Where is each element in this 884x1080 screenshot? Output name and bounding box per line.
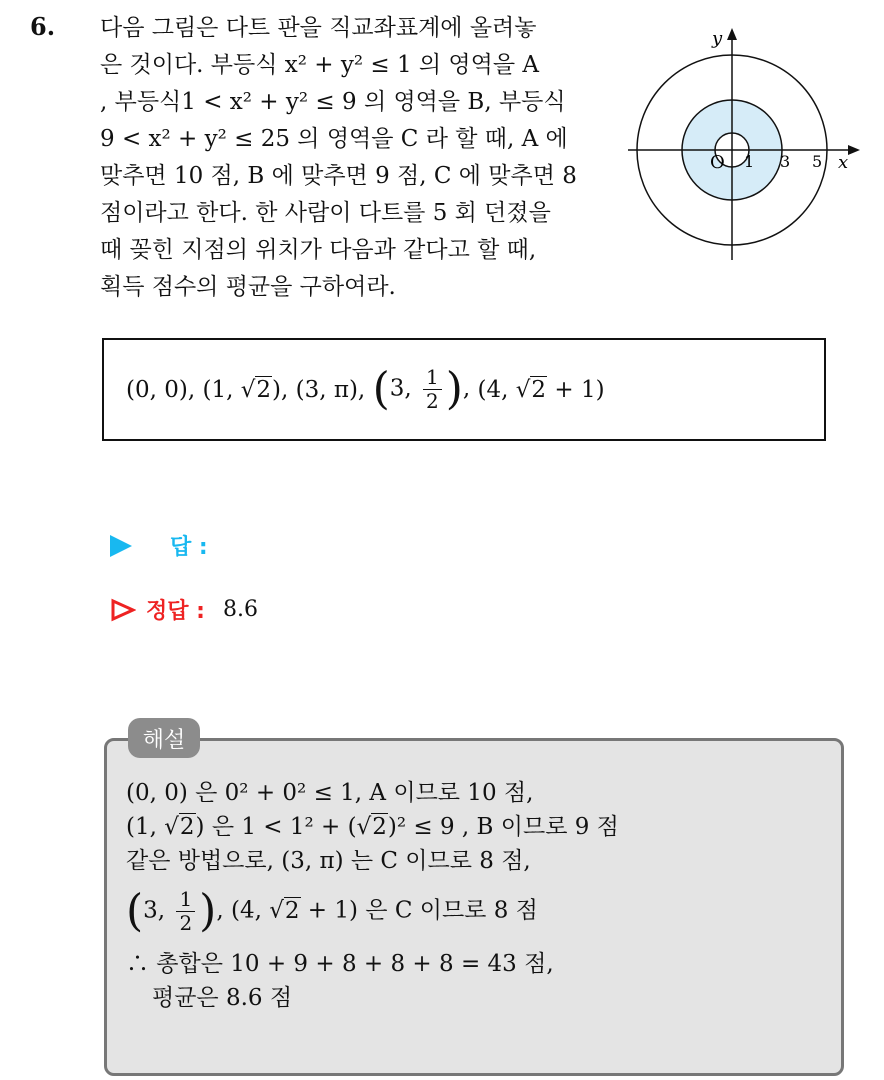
outline-triangle-icon — [110, 598, 136, 622]
sqrt-sign: √2 — [269, 897, 300, 924]
fraction — [423, 366, 442, 413]
point-1: (0, 0), — [126, 376, 196, 403]
correct-answer-label: 정답 : — [146, 599, 205, 624]
fraction-denominator: 2 — [426, 389, 439, 413]
point-5-close: + 1) — [547, 376, 605, 403]
points-box — [102, 338, 826, 441]
solution-text: )² ≤ 9 , B 이므로 9 점 — [387, 814, 619, 840]
solution-text: + 1) 은 C 이므로 8 점 — [300, 897, 538, 924]
question-line: 은 것이다. 부등식 x² + y² ≤ 1 의 영역을 A — [100, 52, 540, 78]
dartboard-figure — [620, 20, 870, 270]
tick-label-3: 3 — [780, 152, 791, 171]
point-5 — [478, 377, 605, 403]
solution-text: , (4, — [216, 897, 270, 924]
radicand: 2 — [284, 897, 300, 924]
point-4-start: 3, — [389, 375, 419, 402]
solution-line: 평균은 8.6 점 — [152, 985, 293, 1011]
point-2-close: ), — [272, 376, 289, 403]
solution-line — [126, 810, 826, 844]
radicand: 2 — [179, 814, 195, 840]
sqrt-sign: √2 — [515, 376, 547, 403]
question-number: 6. — [30, 12, 56, 41]
point-2-open: (1, — [202, 376, 241, 403]
radicand: 2 — [256, 376, 271, 403]
big-paren-left: ( — [372, 363, 390, 415]
origin-label: O — [710, 152, 725, 173]
fraction — [176, 888, 195, 935]
fraction-denominator: 2 — [179, 911, 193, 935]
solution-text: ) 은 1 < 1² + ( — [195, 814, 357, 840]
question-text — [100, 10, 610, 306]
correct-answer-value: 8.6 — [222, 597, 258, 622]
sqrt-sign: √2 — [356, 814, 387, 840]
solution-line — [126, 885, 826, 937]
fraction-numerator: 1 — [423, 366, 442, 390]
big-paren-right: ) — [199, 885, 217, 937]
solution-text: 3, — [143, 897, 173, 924]
y-axis-arrow — [727, 28, 737, 40]
question-line: 9 < x² + y² ≤ 25 의 영역을 C 라 할 때, A 에 — [100, 126, 568, 152]
solution-tab: 해설 — [128, 718, 200, 758]
x-axis-label: x — [838, 152, 849, 173]
answer-label: 답 : — [170, 535, 208, 560]
big-paren-left: ( — [126, 885, 144, 937]
tick-label-1: 1 — [744, 152, 755, 171]
correct-answer-row — [110, 594, 258, 625]
question-line: 맞추면 10 점, B 에 맞추면 9 점, C 에 맞추면 8 — [100, 163, 577, 189]
question-line: 다음 그림은 다트 판을 직교좌표계에 올려놓 — [100, 15, 537, 41]
tick-label-5: 5 — [812, 152, 823, 171]
solution-content — [126, 776, 826, 1015]
point-3: (3, π), — [295, 376, 366, 403]
sqrt-sign: √2 — [240, 376, 271, 403]
answer-row — [110, 530, 208, 561]
radicand: 2 — [372, 814, 387, 840]
sqrt-sign: √2 — [164, 814, 195, 840]
big-paren-right: ) — [445, 363, 463, 415]
fraction-numerator: 1 — [176, 888, 195, 912]
y-axis-label: y — [712, 28, 723, 49]
x-axis-arrow — [848, 145, 860, 155]
filled-triangle-icon — [110, 535, 132, 557]
solution-line: 같은 방법으로, (3, π) 는 C 이므로 8 점, — [126, 848, 531, 874]
radicand: 2 — [531, 376, 547, 403]
solution-line: (0, 0) 은 0² + 0² ≤ 1, A 이므로 10 점, — [126, 780, 534, 806]
point-2 — [202, 377, 288, 403]
point-5-open: (4, — [477, 376, 516, 403]
question-line: 점이라고 한다. 한 사람이 다트를 5 회 던졌을 — [100, 200, 551, 226]
question-line: , 부등식1 < x² + y² ≤ 9 의 영역을 B, 부등식 — [100, 89, 566, 115]
solution-text: (1, — [126, 814, 165, 840]
question-line: 때 꽂힌 지점의 위치가 다음과 같다고 할 때, — [100, 237, 537, 263]
solution-line: ∴ 총합은 10 + 9 + 8 + 8 + 8 = 43 점, — [126, 951, 554, 977]
question-line: 획득 점수의 평균을 구하여라. — [100, 274, 396, 300]
point-4 — [372, 363, 471, 415]
point-4-comma: , — [462, 375, 471, 402]
